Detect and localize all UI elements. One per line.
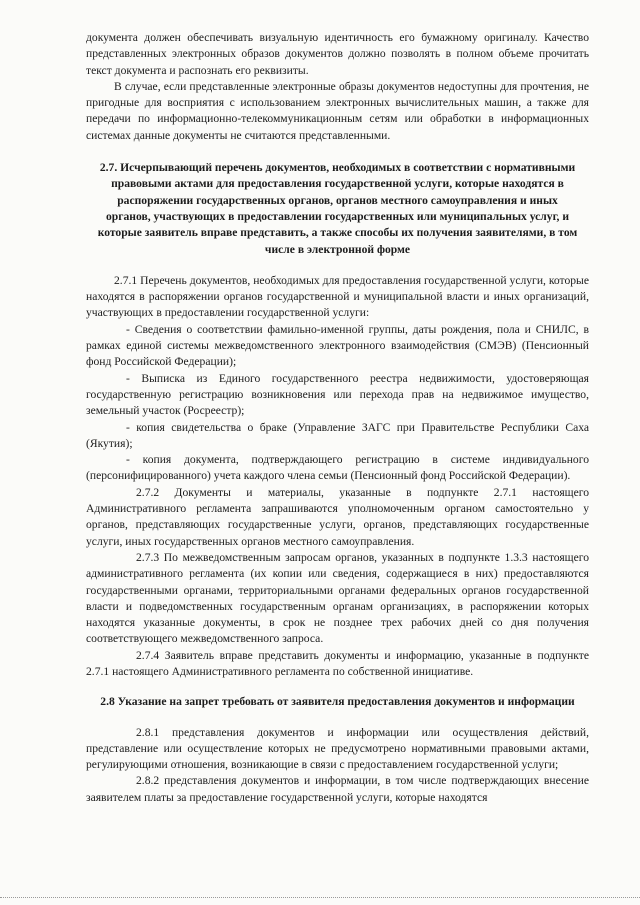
section-2-8-heading: 2.8 Указание на запрет требовать от заявителя предоставления документов и информации	[100, 695, 575, 709]
list-item-marriage: - копия свидетельства о браке (Управление ЗАГС при Правительстве Республики Саха (Якутия);	[86, 420, 589, 450]
list-item-registration: - копия документа, подтверждающего регистрацию в системе индивидуального (персонифицированного) учета каждого члена семьи (Пенсионный фонд Российской Федерации).	[86, 453, 589, 483]
paragraph-image-quality: документа должен обеспечивать визуальную идентичность его бумажному оригиналу. Качество представленных электронных образов документов должно позволять в полном объеме прочитать текст документа и распознать его реквизиты.	[86, 31, 589, 77]
page-bottom-edge	[0, 897, 640, 898]
paragraph-2-7-3: 2.7.3 По межведомственным запросам органов, указанных в подпункте 1.3.3 настоящего административного регламента (их копии или сведения, содержащиеся в них) предоставляются государственными органами, территориальными органами федеральных органов государственной власти и подведомственных государственным органам организациях, в распоряжении которых находятся указанные документы, в срок не позднее трех рабочих дней со дня получения соответствующего межведомственного запроса.	[86, 550, 589, 646]
paragraph-2-7-1: 2.7.1 Перечень документов, необходимых для предоставления государственной услуги, которые находятся в распоряжении органов государственной и муниципальной власти и иных организаций, участвующих в предоставлении государственной услуги:	[86, 273, 589, 320]
list-item-egrn: - Выписка из Единого государственного реестра недвижимости, удостоверяющая государственную регистрацию возникновения или перехода прав на недвижимое имущество, земельный участок (Росреестр);	[86, 371, 589, 418]
paragraph-2-8-2: 2.8.2 представления документов и информации, в том числе подтверждающих внесение заявителем платы за предоставление государственной услуги, которые находятся	[86, 774, 589, 804]
paragraph-2-7-2: 2.7.2 Документы и материалы, указанные в подпункте 2.7.1 настоящего Административного регламента запрашиваются уполномоченным органом самостоятельно у органов, представляющих государственные услуги, органов, представляющих государственные услуги, иных государственных органов местного самоуправления.	[86, 485, 589, 548]
document-body	[86, 30, 589, 806]
list-item-snils: - Сведения о соответствии фамильно-именной группы, даты рождения, пола и СНИЛС, в рамках единой системы межведомственного электронного взаимодействия (СМЭВ) (Пенсионный фонд Российской Федерации);	[86, 322, 589, 369]
section-2-7-heading: 2.7. Исчерпывающий перечень документов, необходимых в соответствии с нормативными правовыми актами для предоставления государственной услуги, которые находятся в распоряжении государственных органов, органов местного самоуправления и иных органов, участвующих в предоставлении государственных или муниципальных услуг, и которые заявитель вправе представить, а также способы их получения заявителями, в том числе в электронной форме	[97, 161, 578, 256]
paragraph-2-7-4: 2.7.4 Заявитель вправе представить документы и информацию, указанные в подпункте 2.7.1 настоящего Административного регламента по собственной инициативе.	[86, 648, 589, 678]
paragraph-unreadable-images: В случае, если представленные электронные образы документов недоступны для прочтения, не пригодные для восприятия с использованием электронных вычислительных машин, а также для передачи по информационно-телекоммуникационным сетям или обработки в информационных системах данные документы не считаются представленными.	[86, 79, 589, 142]
paragraph-2-8-1: 2.8.1 представления документов и информации или осуществления действий, представление или осуществление которых не предусмотрено нормативными правовыми актами, регулирующими отношения, возникающие в связи с предоставлением государственной услуги;	[86, 725, 589, 772]
